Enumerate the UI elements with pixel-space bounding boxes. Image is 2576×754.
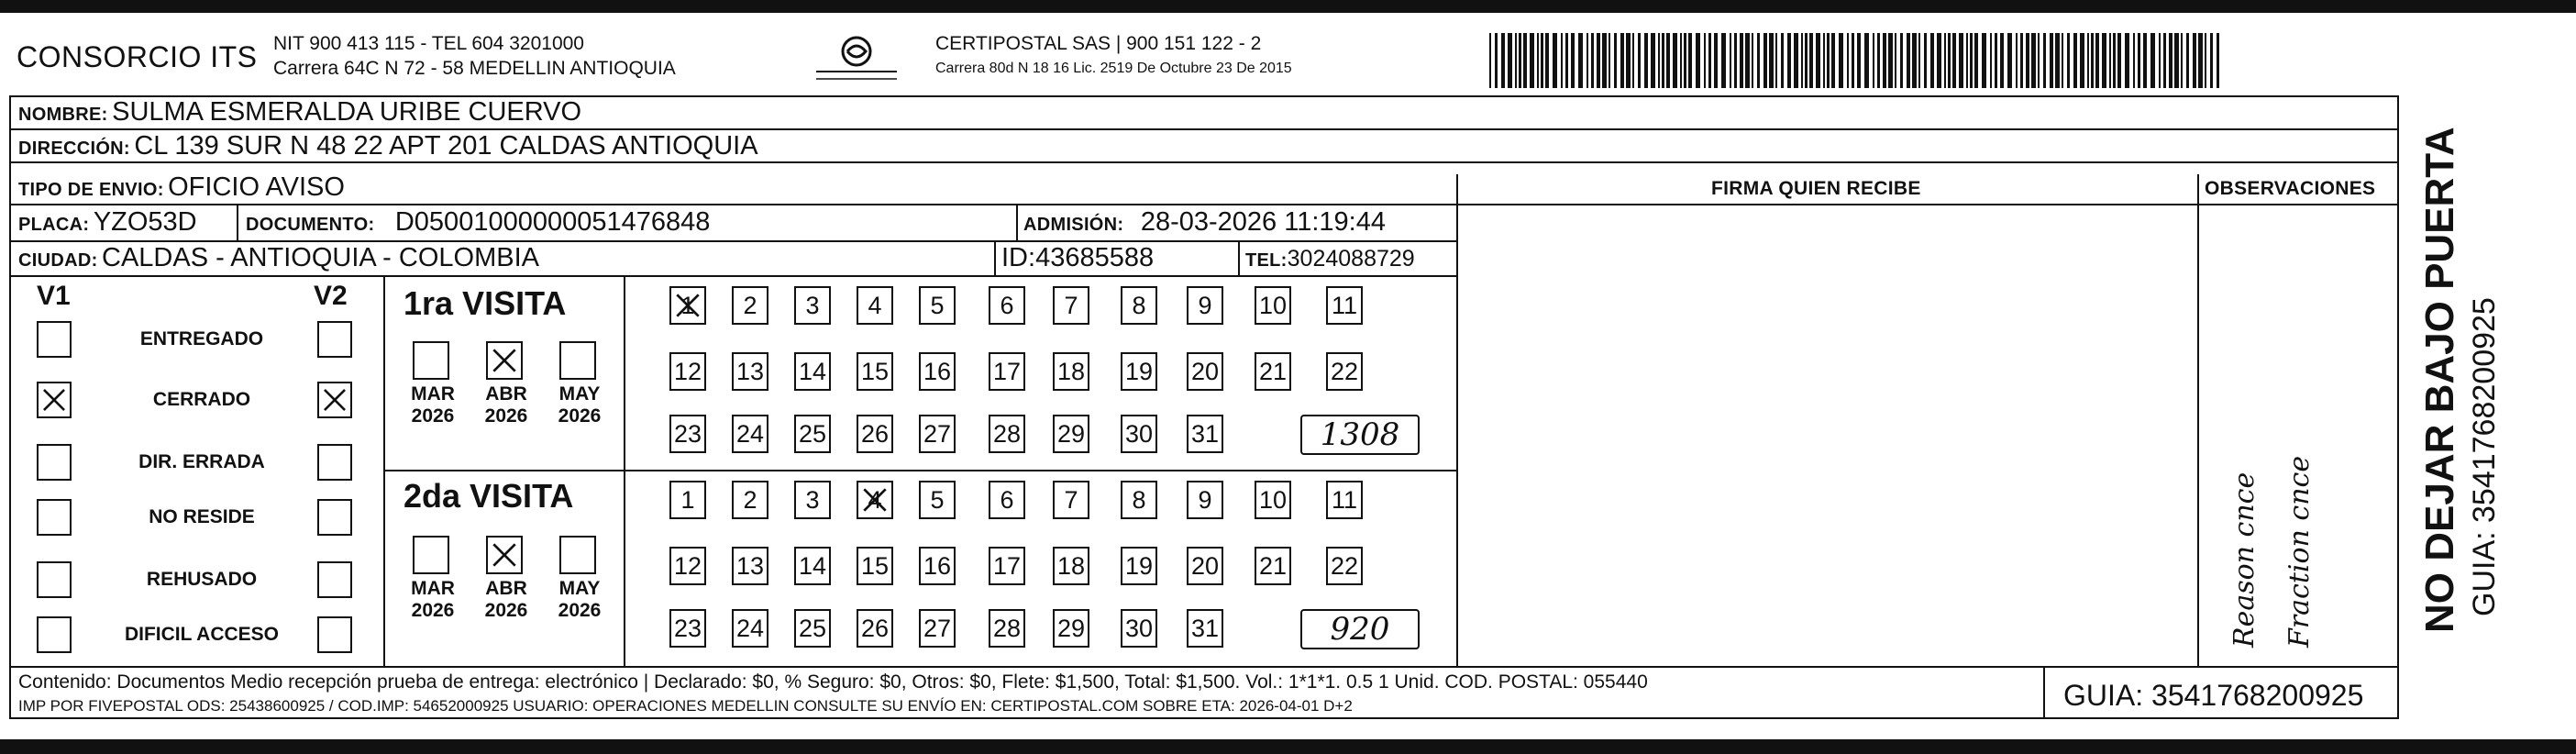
visit2-day-box[interactable]: 18	[1053, 547, 1089, 585]
visit2-day-box[interactable]: 14	[794, 547, 831, 585]
footer-print-line: IMP POR FIVEPOSTAL ODS: 25438600925 / COD.IMP: 54652000925 USUARIO: OPERACIONES MEDELLIN CONSULTE SU ENVÍO EN: CERTIPOSTAL.COM SOBRE ETA: 2026-04-01 D+2	[18, 697, 1353, 715]
visit2-day-box[interactable]: 20	[1187, 547, 1223, 585]
barcode-bar	[1839, 33, 1843, 88]
status-label: NO RESIDE	[149, 506, 255, 527]
visit2-day-box[interactable]: 19	[1121, 547, 1157, 585]
visit2-day-box[interactable]: 3	[794, 481, 831, 519]
v2-checkbox[interactable]	[317, 499, 352, 536]
barcode-bar	[1597, 33, 1600, 88]
visit1-day-box[interactable]: 24	[732, 415, 768, 453]
tipo-row	[18, 172, 345, 203]
certipostal-logo	[811, 31, 902, 84]
visit2-day-box[interactable]: 24	[732, 609, 768, 648]
visit2-day-box[interactable]: 6	[989, 481, 1025, 519]
rule	[994, 242, 996, 275]
barcode-bar	[2150, 33, 2155, 88]
visit2-day-box[interactable]: 11	[1326, 481, 1363, 519]
barcode-bar	[2067, 33, 2070, 88]
v2-checkbox[interactable]	[317, 444, 352, 481]
barcode-bar	[1501, 33, 1505, 88]
visit1-day-box[interactable]: 29	[1053, 415, 1089, 453]
barcode-bar	[1944, 33, 1946, 88]
rule	[9, 161, 2399, 163]
visit1-day-box[interactable]: 26	[857, 415, 893, 453]
direccion-row	[18, 131, 758, 161]
firma-header: FIRMA QUIEN RECIBE	[1711, 178, 1921, 199]
barcode-bar	[1632, 33, 1634, 88]
v2-checkbox[interactable]	[317, 382, 352, 418]
nombre-value: SULMA ESMERALDA URIBE CUERVO	[112, 97, 582, 127]
visit1-day-box[interactable]: 11	[1326, 286, 1363, 325]
barcode-bar	[1970, 33, 1973, 88]
v2-checkbox[interactable]	[317, 321, 352, 358]
placa-label: PLACA:	[18, 215, 90, 235]
visit2-day-box[interactable]: 30	[1121, 609, 1157, 648]
barcode-bar	[2174, 33, 2179, 88]
visit1-day-box[interactable]: 22	[1326, 352, 1363, 391]
barcode-bar	[2143, 33, 2147, 88]
barcode-bar	[2117, 33, 2121, 88]
barcode-bar	[1508, 33, 1512, 88]
barcode-bar	[2102, 33, 2106, 88]
barcode-bar	[1937, 33, 1941, 88]
visit1-month-checkbox[interactable]	[413, 341, 449, 380]
visit2-day-box[interactable]: 12	[669, 547, 706, 585]
visit1-day-box[interactable]: 30	[1121, 415, 1157, 453]
rule	[9, 275, 1456, 277]
barcode-bar	[1658, 33, 1660, 88]
v1-checkbox[interactable]	[37, 561, 72, 598]
visit2-month-checkbox[interactable]	[413, 536, 449, 574]
barcode-bar	[1852, 33, 1854, 88]
barcode-bar	[1489, 33, 1491, 88]
barcode-bar	[1895, 33, 1896, 88]
visit2-day-box[interactable]: 17	[989, 547, 1025, 585]
barcode-bar	[2016, 33, 2018, 88]
side-guia: GUIA: 3541768200925	[2467, 297, 2502, 616]
address-line: Carrera 64C N 72 - 58 MEDELLIN ANTIOQUIA	[273, 58, 676, 79]
documento-value: D05001000000051476848	[394, 207, 711, 237]
admision-field	[1023, 207, 1386, 238]
visit2-day-box[interactable]: 8	[1121, 481, 1157, 519]
observation-note-1: Reason cnce	[2228, 471, 2261, 648]
barcode-bar	[2186, 33, 2189, 88]
visit1-month-checkbox[interactable]	[559, 341, 596, 380]
barcode-bar	[2163, 33, 2166, 88]
barcode-bar	[2125, 33, 2129, 88]
barcode-bar	[1730, 33, 1731, 88]
v2-checkbox[interactable]	[317, 561, 352, 598]
barcode-bar	[2055, 33, 2060, 88]
barcode-bar	[1763, 33, 1767, 88]
observaciones-header: OBSERVACIONES	[2205, 178, 2376, 199]
bottom-border	[0, 739, 2576, 754]
rule	[2043, 666, 2045, 719]
barcode-bar	[1565, 33, 1568, 88]
barcode-bar	[1680, 33, 1682, 88]
visit1-day-box[interactable]: 13	[732, 352, 768, 391]
barcode-bar	[2073, 33, 2077, 88]
visit1-day-box[interactable]: 7	[1053, 286, 1089, 325]
status-label: CERRADO	[152, 389, 251, 410]
barcode-bar	[1519, 33, 1521, 88]
visit2-day-box[interactable]: 16	[919, 547, 956, 585]
barcode-bar	[1662, 33, 1664, 88]
barcode-bar	[1990, 33, 1992, 88]
visit1-day-box[interactable]: 19	[1121, 352, 1157, 391]
visit2-day-box[interactable]: 25	[794, 609, 831, 648]
tel-value: 3024088729	[1287, 246, 1415, 272]
barcode-bar	[1827, 33, 1830, 88]
barcode-bar	[2038, 33, 2040, 88]
barcode	[1489, 33, 2221, 88]
barcode-bar	[2031, 33, 2036, 88]
barcode-bar	[2007, 33, 2012, 88]
top-border	[0, 0, 2576, 13]
barcode-bar	[2095, 33, 2099, 88]
nombre-label: NOMBRE:	[18, 105, 108, 125]
visit2-day-box[interactable]: 21	[1255, 547, 1291, 585]
ciudad-label: CIUDAD:	[18, 250, 98, 271]
visit1-day-box[interactable]: 16	[919, 352, 956, 391]
barcode-bar	[1847, 33, 1849, 88]
barcode-bar	[1587, 33, 1588, 88]
barcode-bar	[1966, 33, 1968, 88]
observation-note-2: Fraction cnce	[2283, 455, 2316, 648]
visit1-day-box[interactable]: 8	[1121, 286, 1157, 325]
barcode-bar	[1644, 33, 1648, 88]
direccion-label: DIRECCIÓN:	[18, 139, 130, 159]
tel-label: TEL:	[1245, 250, 1288, 271]
rule	[9, 128, 2399, 130]
visit1-day-box[interactable]: 21	[1255, 352, 1291, 391]
barcode-bar	[1952, 33, 1956, 88]
visit1-month-label: MAR 2026	[411, 383, 455, 427]
id-label: ID:	[1001, 243, 1036, 272]
visit2-day-box[interactable]: 29	[1053, 609, 1089, 648]
visit2-day-box[interactable]: 22	[1326, 547, 1363, 585]
visit1-title: 1ra VISITA	[404, 284, 567, 322]
visit1-month-label: MAY 2026	[558, 383, 602, 427]
barcode-bar	[2050, 33, 2053, 88]
barcode-bar	[1666, 33, 1670, 88]
barcode-bar	[1888, 33, 1893, 88]
admision-label: ADMISIÓN:	[1023, 215, 1124, 235]
barcode-bar	[2113, 33, 2116, 88]
barcode-bar	[1775, 33, 1777, 88]
barcode-bar	[1561, 33, 1563, 88]
barcode-bar	[1864, 33, 1869, 88]
barcode-bar	[1620, 33, 1624, 88]
visit2-month-label: MAY 2026	[558, 578, 602, 621]
barcode-bar	[1602, 33, 1607, 88]
barcode-bar	[2138, 33, 2140, 88]
barcode-bar	[1805, 33, 1808, 88]
barcode-bar	[2169, 33, 2172, 88]
visit2-month-checkbox[interactable]	[559, 536, 596, 574]
rule	[1456, 204, 2399, 205]
barcode-bar	[1752, 33, 1753, 88]
company-name: CONSORCIO ITS	[17, 40, 258, 73]
barcode-bar	[1708, 33, 1711, 88]
barcode-bar	[1745, 33, 1750, 88]
visit1-day-box[interactable]: 4	[857, 286, 893, 325]
visit1-day-box[interactable]: 12	[669, 352, 706, 391]
barcode-bar	[1781, 33, 1784, 88]
admision-value: 28-03-2026 11:19:44	[1140, 207, 1386, 237]
visit1-day-box[interactable]: 1	[669, 286, 706, 325]
barcode-bar	[1495, 33, 1498, 88]
rule	[9, 204, 1456, 205]
barcode-bar	[1816, 33, 1820, 88]
barcode-bar	[2000, 33, 2004, 88]
barcode-bar	[2109, 33, 2111, 88]
visit1-month-checkbox[interactable]	[486, 341, 523, 380]
barcode-bar	[2020, 33, 2023, 88]
barcode-bar	[1614, 33, 1617, 88]
barcode-bar	[1571, 33, 1575, 88]
barcode-bar	[1734, 33, 1737, 88]
barcode-bar	[1553, 33, 1557, 88]
visit1-day-box[interactable]: 6	[989, 286, 1025, 325]
rule	[383, 275, 385, 666]
v1-checkbox[interactable]	[37, 321, 72, 358]
visit2-day-box[interactable]: 15	[857, 547, 893, 585]
barcode-bar	[1831, 33, 1835, 88]
visit2-day-box[interactable]: 2	[732, 481, 768, 519]
visit1-month-label: ABR 2026	[484, 383, 528, 427]
nit-line: NIT 900 413 115 - TEL 604 3201000	[273, 33, 584, 54]
barcode-bar	[1721, 33, 1726, 88]
nombre-row	[18, 97, 581, 128]
v2-checkbox[interactable]	[317, 616, 352, 653]
visit2-time: 920	[1300, 609, 1420, 649]
rule	[383, 470, 1456, 471]
barcode-bar	[1757, 33, 1760, 88]
rule	[1238, 242, 1240, 275]
barcode-bar	[1995, 33, 1997, 88]
visit2-title: 2da VISITA	[404, 477, 574, 515]
barcode-bar	[1515, 33, 1517, 88]
v1-checkbox[interactable]	[37, 499, 72, 536]
visit1-day-box[interactable]: 28	[989, 415, 1025, 453]
visit1-day-box[interactable]: 18	[1053, 352, 1089, 391]
visit1-day-box[interactable]: 3	[794, 286, 831, 325]
barcode-bar	[1545, 33, 1549, 88]
barcode-bar	[1801, 33, 1803, 88]
visit1-day-box[interactable]: 20	[1187, 352, 1223, 391]
v1-checkbox[interactable]	[37, 616, 72, 653]
rule	[624, 275, 625, 666]
barcode-bar	[1794, 33, 1798, 88]
barcode-bar	[1912, 33, 1917, 88]
documento-field	[246, 207, 710, 238]
barcode-bar	[1523, 33, 1527, 88]
visit2-day-box[interactable]: 31	[1187, 609, 1223, 648]
documento-label: DOCUMENTO:	[246, 215, 375, 235]
id-value: 43685588	[1035, 243, 1155, 272]
barcode-bar	[1578, 33, 1583, 88]
visit2-day-box[interactable]: 7	[1053, 481, 1089, 519]
visit2-day-box[interactable]: 27	[919, 609, 956, 648]
barcode-bar	[1857, 33, 1861, 88]
status-label: ENTREGADO	[139, 328, 264, 349]
visit1-day-box[interactable]: 14	[794, 352, 831, 391]
v1-header: V1	[37, 281, 71, 311]
barcode-bar	[1696, 33, 1700, 88]
tipo-label: TIPO DE ENVIO:	[18, 180, 164, 200]
barcode-bar	[1877, 33, 1880, 88]
id-field	[1001, 243, 1154, 273]
visit2-day-box[interactable]: 9	[1187, 481, 1223, 519]
visit1-day-box[interactable]: 27	[919, 415, 956, 453]
ciudad-value: CALDAS - ANTIOQUIA - COLOMBIA	[102, 243, 539, 272]
barcode-bar	[1787, 33, 1791, 88]
barcode-bar	[1609, 33, 1610, 88]
barcode-bar	[2091, 33, 2094, 88]
visit1-day-box[interactable]: 15	[857, 352, 893, 391]
visit2-day-box[interactable]: 13	[732, 547, 768, 585]
visit1-day-box[interactable]: 5	[919, 286, 956, 325]
barcode-bar	[1918, 33, 1920, 88]
visit2-day-box[interactable]: 10	[1255, 481, 1291, 519]
rule	[9, 666, 2399, 668]
carrier-address: Carrera 80d N 18 16 Lic. 2519 De Octubre 23 De 2015	[935, 61, 1292, 76]
visit1-day-box[interactable]: 25	[794, 415, 831, 453]
visit2-day-box[interactable]: 5	[919, 481, 956, 519]
visit1-day-box[interactable]: 2	[732, 286, 768, 325]
visit2-day-box[interactable]: 26	[857, 609, 893, 648]
barcode-bar	[1651, 33, 1655, 88]
ciudad-field	[18, 243, 539, 273]
barcode-bar	[1688, 33, 1692, 88]
carrier-info	[935, 31, 1292, 81]
barcode-bar	[1924, 33, 1927, 88]
barcode-bar	[1982, 33, 1986, 88]
tipo-value: OFICIO AVISO	[168, 172, 345, 202]
barcode-bar	[1673, 33, 1677, 88]
barcode-bar	[2080, 33, 2084, 88]
barcode-bar	[1714, 33, 1718, 88]
status-label: DIR. ERRADA	[138, 451, 265, 472]
barcode-bar	[2210, 33, 2213, 88]
rule	[2197, 174, 2199, 666]
v2-header: V2	[314, 281, 348, 311]
placa-value: YZO53D	[93, 207, 197, 237]
barcode-bar	[1930, 33, 1934, 88]
barcode-bar	[1591, 33, 1594, 88]
barcode-bar	[1704, 33, 1706, 88]
barcode-bar	[1809, 33, 1813, 88]
barcode-bar	[2062, 33, 2063, 88]
rule	[1016, 205, 1018, 240]
visit1-time: 1308	[1300, 415, 1420, 455]
rule	[1456, 174, 1458, 666]
v1-checkbox[interactable]	[37, 382, 72, 418]
company-info	[273, 31, 676, 81]
barcode-bar	[1907, 33, 1910, 88]
visit1-day-box[interactable]: 17	[989, 352, 1025, 391]
barcode-bar	[1684, 33, 1686, 88]
footer-guia: GUIA: 3541768200925	[2063, 679, 2364, 712]
barcode-bar	[1769, 33, 1774, 88]
barcode-bar	[1626, 33, 1631, 88]
status-label: REHUSADO	[146, 569, 258, 590]
barcode-bar	[2205, 33, 2206, 88]
visit2-day-box[interactable]: 1	[669, 481, 706, 519]
barcode-bar	[2026, 33, 2029, 88]
barcode-bar	[2133, 33, 2135, 88]
barcode-bar	[1530, 33, 1534, 88]
barcode-bar	[2181, 33, 2183, 88]
barcode-bar	[1873, 33, 1874, 88]
side-warning: NO DEJAR BAJO PUERTA	[2417, 127, 2462, 633]
barcode-bar	[2087, 33, 2089, 88]
v1-checkbox[interactable]	[37, 444, 72, 481]
barcode-bar	[1638, 33, 1641, 88]
tel-field	[1245, 246, 1415, 272]
barcode-bar	[1740, 33, 1743, 88]
visit2-month-checkbox[interactable]	[486, 536, 523, 574]
barcode-bar	[1823, 33, 1825, 88]
visit2-month-label: ABR 2026	[484, 578, 528, 621]
spacer	[9, 174, 2399, 176]
barcode-bar	[1900, 33, 1903, 88]
barcode-bar	[1537, 33, 1539, 88]
status-label: DIFICIL ACCESO	[124, 624, 279, 645]
barcode-bar	[2217, 33, 2219, 88]
barcode-bar	[2159, 33, 2161, 88]
barcode-bar	[1948, 33, 1951, 88]
visit1-day-box[interactable]: 23	[669, 415, 706, 453]
visit1-day-box[interactable]: 9	[1187, 286, 1223, 325]
barcode-bar	[1883, 33, 1886, 88]
barcode-bar	[1541, 33, 1543, 88]
visit1-day-box[interactable]: 31	[1187, 415, 1223, 453]
visit1-day-box[interactable]: 10	[1255, 286, 1291, 325]
visit2-month-label: MAR 2026	[411, 578, 455, 621]
visit2-day-box[interactable]: 23	[669, 609, 706, 648]
footer-content-line: Contenido: Documentos Medio recepción prueba de entrega: electrónico | Declarado: $0, % Seguro: $0, Otros: $0, Flete: $1,500, Total: $1,500. Vol.: 1*1*1. 0.5 1 Unid. COD. POSTAL: 055440	[18, 671, 1648, 693]
carrier-line: CERTIPOSTAL SAS | 900 151 122 - 2	[935, 33, 1262, 54]
barcode-bar	[2043, 33, 2046, 88]
rule	[237, 205, 238, 240]
placa-field	[18, 207, 197, 238]
barcode-bar	[2198, 33, 2203, 88]
direccion-value: CL 139 SUR N 48 22 APT 201 CALDAS ANTIOQUIA	[134, 131, 758, 161]
visit2-day-box[interactable]: 28	[989, 609, 1025, 648]
visit2-day-box[interactable]: 4	[857, 481, 893, 519]
barcode-bar	[1959, 33, 1963, 88]
barcode-bar	[2193, 33, 2196, 88]
barcode-bar	[1974, 33, 1978, 88]
